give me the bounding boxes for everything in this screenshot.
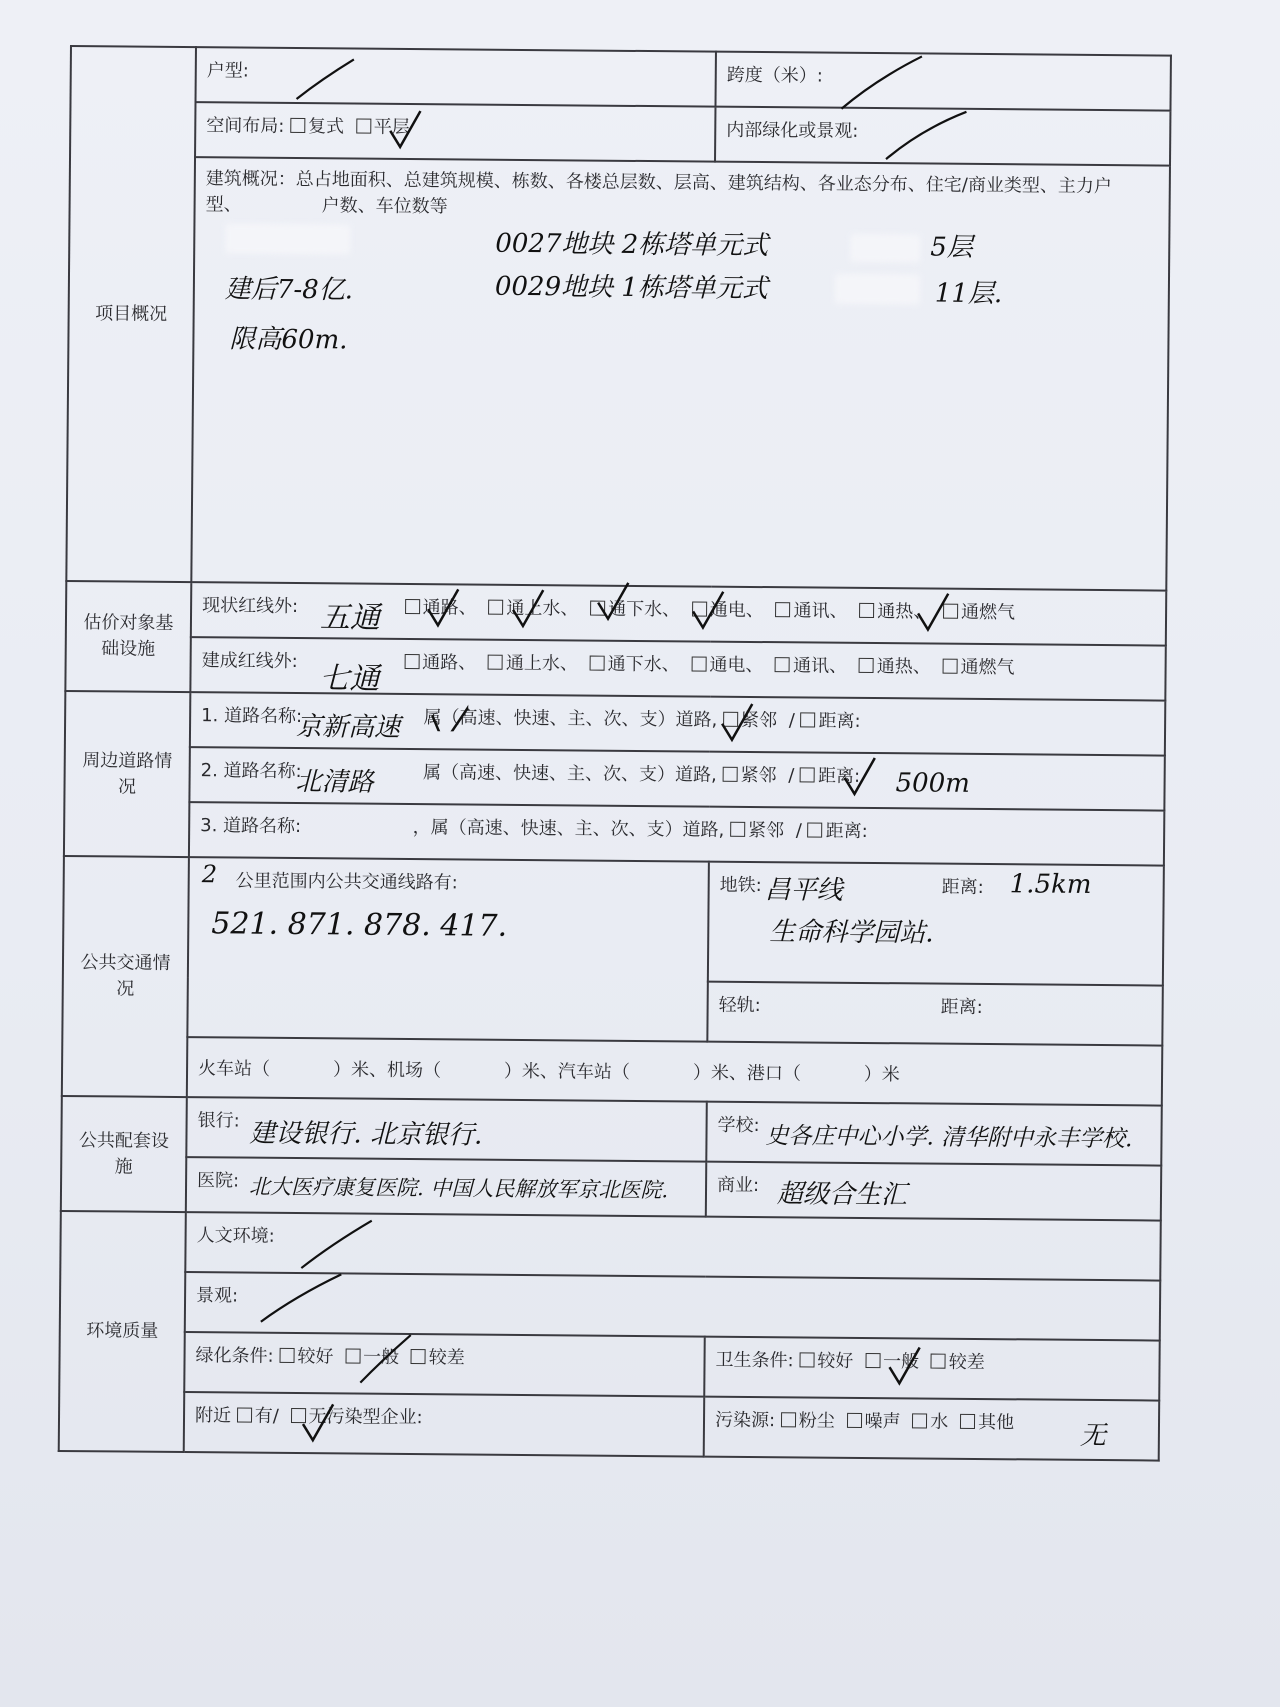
- layout-option-flat[interactable]: 平层: [356, 116, 410, 137]
- infra-current-road[interactable]: 通路、: [405, 597, 477, 619]
- road-1-distance[interactable]: 距离:: [800, 710, 860, 732]
- unit-type-cell[interactable]: [196, 47, 716, 107]
- nearby-cell[interactable]: [184, 1392, 705, 1457]
- sanitation-option-normal[interactable]: 一般: [865, 1351, 919, 1372]
- road-1-sep: /: [788, 710, 795, 732]
- pollution-cell[interactable]: [704, 1397, 1160, 1461]
- checkbox-icon[interactable]: [345, 1348, 360, 1363]
- checkbox-icon[interactable]: [356, 118, 371, 133]
- sanitation-option-poor[interactable]: 较差: [931, 1352, 985, 1373]
- school-label: 学校:: [717, 1114, 760, 1137]
- survey-form: [58, 45, 1170, 1462]
- dash-mark-icon: [836, 54, 927, 113]
- checkbox-icon[interactable]: [801, 712, 816, 727]
- nearby-option-yes[interactable]: 有/: [237, 1406, 279, 1427]
- checkbox-icon[interactable]: [960, 1414, 975, 1429]
- checkbox-icon[interactable]: [691, 656, 706, 671]
- checkbox-icon[interactable]: [279, 1348, 294, 1363]
- commerce-label: 商业:: [716, 1174, 760, 1197]
- checkbox-icon[interactable]: [488, 600, 503, 615]
- checkbox-icon[interactable]: [488, 655, 503, 670]
- checkbox-icon[interactable]: [775, 657, 790, 672]
- layout-option-duplex[interactable]: 复式: [290, 116, 344, 137]
- hand-floors-11: 11层.: [934, 278, 1003, 310]
- road-1-label: 1. 道路名称:: [201, 705, 303, 728]
- road-3-name-blank[interactable]: [307, 832, 407, 833]
- road-2-belong: 属（高速、快速、主、次、支）道路,: [423, 762, 717, 786]
- green-label: 绿化条件:: [195, 1345, 274, 1367]
- road-1-belong: 属（高速、快速、主、次、支）道路,: [423, 707, 718, 731]
- road-3-label: 3. 道路名称:: [200, 815, 302, 838]
- hand-hospitals: 北大医疗康复医院. 中国人民解放军京北医院.: [248, 1174, 669, 1203]
- road-2-sep: /: [788, 765, 795, 787]
- checkbox-icon[interactable]: [730, 822, 745, 837]
- commerce-cell[interactable]: [706, 1162, 1161, 1221]
- section-transit: 公共交通情况: [62, 856, 189, 1097]
- hospital-label: 医院:: [197, 1170, 240, 1192]
- road-2-distance[interactable]: 距离:: [800, 765, 860, 787]
- stations-line: 火车站（ ）米、机场（ ）米、汽车站（ ）米、港口（ ）米: [197, 1058, 900, 1086]
- culture-label: 人文环境:: [196, 1225, 275, 1247]
- redacted-mark: [225, 223, 350, 254]
- infra-current-gas[interactable]: 通燃气: [943, 602, 1015, 624]
- bus-label: 公里范围内公共交通线路有:: [235, 870, 458, 894]
- infra-built-water[interactable]: 通上水、: [488, 653, 578, 675]
- pollution-option-noise[interactable]: 噪声: [846, 1411, 900, 1432]
- hand-pollution-none: 无: [1079, 1420, 1107, 1452]
- hand-plot-0027: 0027地块 2栋塔单元式: [495, 228, 769, 262]
- checkbox-icon[interactable]: [912, 1413, 927, 1428]
- dash-mark-icon: [256, 1270, 346, 1327]
- dash-mark-icon: [296, 1216, 376, 1273]
- road-2-label: 2. 道路名称:: [200, 760, 302, 783]
- culture-row[interactable]: [185, 1212, 1160, 1281]
- survey-table: [58, 45, 1172, 1462]
- infra-built-road[interactable]: 通路、: [404, 652, 476, 674]
- road-1-adjacent[interactable]: 紧邻: [723, 710, 777, 731]
- metro-cell[interactable]: [708, 862, 1164, 986]
- checkbox-icon[interactable]: [943, 659, 958, 674]
- span-label: 跨度（米）:: [726, 64, 823, 87]
- bank-label: 银行:: [197, 1110, 240, 1132]
- hand-road-1: 京新高速: [295, 711, 401, 743]
- hand-commerce: 超级合生汇: [776, 1179, 908, 1211]
- checkbox-icon[interactable]: [865, 1353, 880, 1368]
- checkbox-icon[interactable]: [723, 712, 738, 727]
- rail-distance-label: 距离:: [940, 996, 983, 1019]
- hand-bus-lines: 521. 871. 878. 417.: [211, 906, 508, 944]
- infra-built-label: 建成红线外:: [201, 650, 298, 673]
- checkbox-icon[interactable]: [799, 1352, 814, 1367]
- sanitation-option-good[interactable]: 较好: [799, 1350, 853, 1371]
- hand-height-limit: 限高60m.: [229, 324, 348, 356]
- green-option-normal[interactable]: 一般: [345, 1346, 399, 1367]
- checkbox-icon[interactable]: [943, 604, 958, 619]
- hand-metro-line: 昌平线: [764, 875, 843, 906]
- unit-type-label: 户型:: [206, 60, 249, 82]
- pollution-label: 污染源:: [714, 1409, 776, 1432]
- landscape-label: 景观:: [195, 1285, 239, 1307]
- rail-cell[interactable]: [707, 982, 1163, 1046]
- checkbox-icon[interactable]: [404, 654, 419, 669]
- school-cell[interactable]: [706, 1102, 1162, 1166]
- sanitation-cell[interactable]: [704, 1337, 1160, 1401]
- infra-current-label: 现状红线外:: [202, 595, 299, 618]
- checkbox-icon[interactable]: [800, 767, 815, 782]
- hand-metro-distance: 1.5km: [1009, 869, 1092, 900]
- road-row-1[interactable]: [190, 692, 1165, 756]
- road-3-distance[interactable]: 距离:: [808, 820, 868, 842]
- checkbox-icon[interactable]: [847, 1413, 862, 1428]
- section-infra: 估价对象基础设施: [65, 581, 191, 692]
- road-3-belong: ，属（高速、快速、主、次、支）道路,: [412, 817, 725, 841]
- infra-built-telecom[interactable]: 通讯、: [775, 655, 847, 677]
- infra-current-drain[interactable]: 通下水、: [590, 599, 680, 621]
- infra-built-gas[interactable]: 通燃气: [942, 657, 1014, 679]
- infra-built-row[interactable]: [190, 637, 1165, 701]
- infra-current-power[interactable]: 通电、: [692, 599, 764, 621]
- hand-banks: 建设银行. 北京银行.: [249, 1118, 483, 1151]
- checkbox-icon[interactable]: [776, 602, 791, 617]
- greening-cell[interactable]: [715, 107, 1170, 166]
- checkbox-icon[interactable]: [590, 601, 605, 616]
- nearby-label: 附近: [194, 1405, 232, 1427]
- checkbox-icon[interactable]: [859, 603, 874, 618]
- road-3-adjacent[interactable]: 紧邻: [730, 820, 784, 841]
- bus-cell[interactable]: [187, 857, 709, 1042]
- checkbox-icon[interactable]: [590, 656, 605, 671]
- hand-road-2-distance: 500m: [895, 768, 970, 799]
- checkbox-icon[interactable]: [723, 767, 738, 782]
- checkbox-icon[interactable]: [931, 1354, 946, 1369]
- pollution-option-dust[interactable]: 粉尘: [781, 1410, 835, 1431]
- rail-label: 轻轨:: [718, 994, 761, 1017]
- checkbox-icon[interactable]: [692, 601, 707, 616]
- span-cell[interactable]: [715, 52, 1170, 111]
- hand-schools: 史各庄中心小学. 清华附中永丰学校.: [765, 1123, 1133, 1153]
- dash-mark-icon: [881, 109, 971, 165]
- section-facilities: 公共配套设施: [61, 1096, 187, 1212]
- infra-current-row[interactable]: [191, 582, 1166, 646]
- stations-row[interactable]: [187, 1037, 1162, 1106]
- road-row-2[interactable]: [189, 747, 1164, 811]
- infra-built-power[interactable]: 通电、: [691, 654, 763, 676]
- greening-label: 内部绿化或景观:: [726, 119, 859, 142]
- redacted-mark: [850, 234, 920, 263]
- redacted-mark: [835, 274, 920, 305]
- hand-plot-0029: 0029地块 1栋塔单元式: [494, 271, 769, 305]
- section-environment: 环境质量: [59, 1211, 186, 1452]
- road-2-adjacent[interactable]: 紧邻: [722, 765, 776, 786]
- infra-current-water[interactable]: 通上水、: [488, 598, 578, 620]
- hand-road-2: 北清路: [295, 766, 374, 798]
- green-cell[interactable]: [184, 1332, 705, 1397]
- section-project: 项目概况: [66, 46, 196, 582]
- checkbox-icon[interactable]: [291, 1408, 306, 1423]
- dash-mark-icon: [291, 54, 361, 105]
- checkbox-icon[interactable]: [781, 1412, 796, 1427]
- hand-metro-station: 生命科学园站.: [769, 917, 934, 949]
- checkbox-icon[interactable]: [411, 1349, 426, 1364]
- section-roads: 周边道路情况: [64, 691, 190, 857]
- green-option-good[interactable]: 较好: [279, 1346, 333, 1367]
- overview-cell[interactable]: [191, 157, 1170, 590]
- infra-current-heat[interactable]: 通热、: [859, 601, 931, 623]
- infra-built-drain[interactable]: 通下水、: [590, 654, 680, 676]
- hospital-cell[interactable]: [186, 1157, 706, 1217]
- hand-bus-km: 2: [201, 860, 218, 889]
- metro-distance-label: 距离:: [941, 876, 984, 899]
- overview-label: 建筑概况：总占地面积、总建筑规模、栋数、各楼总层数、层高、建筑结构、各业态分布、住宅/商业类型、主力户型、 户数、车位数等: [205, 168, 1112, 218]
- hand-floors-5: 5层: [930, 232, 973, 263]
- pollution-option-other[interactable]: 其他: [960, 1412, 1014, 1433]
- layout-label: 空间布局:: [206, 115, 285, 137]
- road-row-3[interactable]: [189, 802, 1164, 866]
- pollution-option-water[interactable]: 水: [912, 1411, 948, 1432]
- checkbox-icon[interactable]: [290, 118, 305, 133]
- hand-seven-connections: 七通: [319, 661, 380, 697]
- hand-value: 建后7-8亿.: [224, 274, 354, 306]
- layout-cell[interactable]: [195, 102, 715, 162]
- sanitation-label: 卫生条件:: [715, 1349, 794, 1372]
- checkbox-icon[interactable]: [405, 599, 420, 614]
- hand-five-connections: 五通: [319, 600, 381, 636]
- metro-label: 地铁:: [719, 874, 762, 897]
- checkbox-icon[interactable]: [237, 1408, 252, 1423]
- road-3-sep: /: [795, 820, 802, 842]
- infra-current-telecom[interactable]: 通讯、: [775, 600, 847, 622]
- landscape-row[interactable]: [185, 1272, 1160, 1341]
- nearby-option-no[interactable]: 无污染型企业:: [290, 1406, 422, 1428]
- checkbox-icon[interactable]: [808, 822, 823, 837]
- bank-cell[interactable]: [186, 1097, 707, 1162]
- green-option-poor[interactable]: 较差: [411, 1347, 465, 1368]
- infra-built-heat[interactable]: 通热、: [859, 656, 931, 678]
- checkbox-icon[interactable]: [859, 658, 874, 673]
